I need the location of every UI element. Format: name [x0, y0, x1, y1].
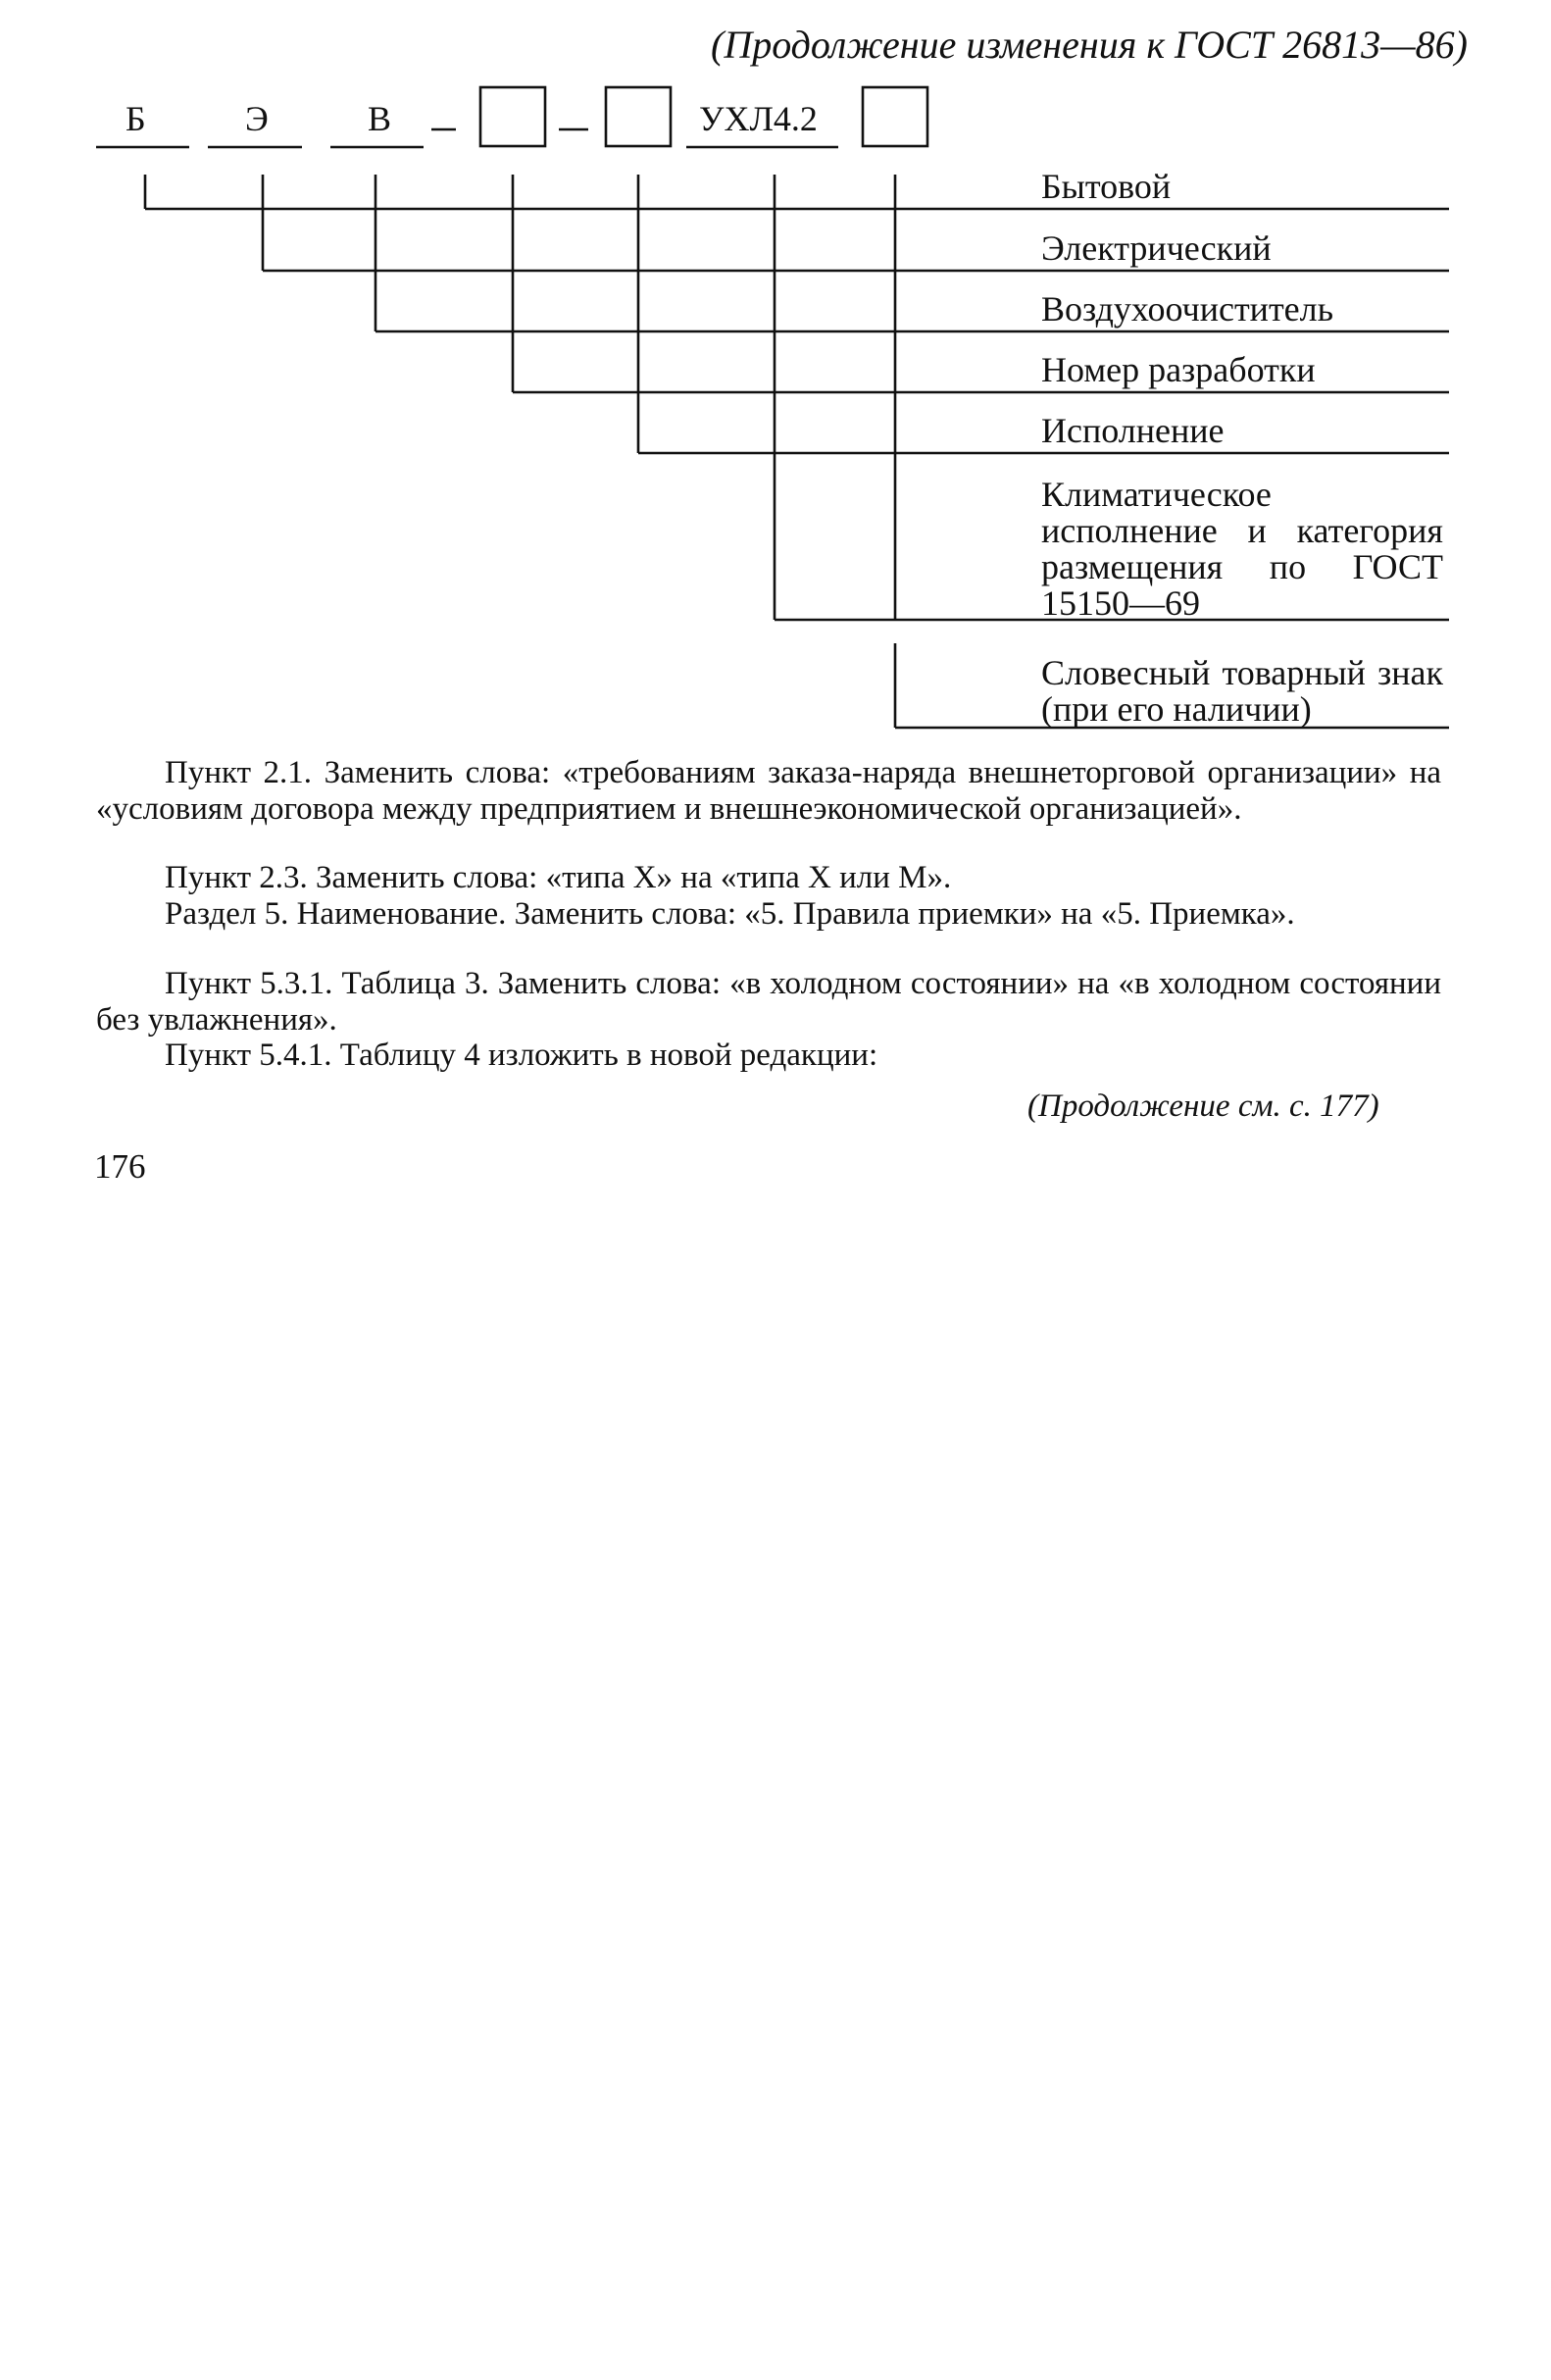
page-number: 176: [94, 1147, 146, 1186]
paragraph-section-5: Раздел 5. Наименование. Заменить слова: «5. Правила приемки» на «5. Приемка».: [165, 896, 1295, 932]
code-e: Э: [245, 99, 269, 138]
paragraph-2-1: Пункт 2.1. Заменить слова: «требованиям заказа-наряда внешнеторговой организации» на «условиям договора между предприятием и внешнеэкономической организацией».: [96, 755, 1441, 827]
scheme-lines: [0, 0, 1551, 745]
paragraph-2-3: Пункт 2.3. Заменить слова: «типа X» на «типа X или M».: [165, 860, 952, 895]
page-header: (Продолжение изменения к ГОСТ 26813—86): [711, 23, 1468, 67]
label-version: Исполнение: [1041, 411, 1225, 450]
code-ukhl: УХЛ4.2: [699, 99, 818, 138]
code-b: Б: [125, 99, 146, 138]
code-v: В: [368, 99, 392, 138]
paragraph-5-4-1: Пункт 5.4.1. Таблицу 4 изложить в новой редакции:: [165, 1038, 878, 1073]
label-household: Бытовой: [1041, 167, 1172, 206]
continuation-note: (Продолжение см. с. 177): [1027, 1089, 1379, 1124]
label-climatic: Климатическое исполнение и категория размещения по ГОСТ 15150—69: [1041, 475, 1443, 623]
paragraph-5-3-1: Пункт 5.3.1. Таблица 3. Заменить слова: «в холодном состоянии» на «в холодном состоянии без увлажнения».: [96, 966, 1441, 1038]
label-trademark: Словесный товарный знак (при его наличии): [1041, 653, 1443, 729]
label-air-cleaner: Воздухоочиститель: [1041, 289, 1334, 329]
label-development-number: Номер разработки: [1041, 350, 1316, 389]
label-electric: Электрический: [1041, 228, 1272, 268]
